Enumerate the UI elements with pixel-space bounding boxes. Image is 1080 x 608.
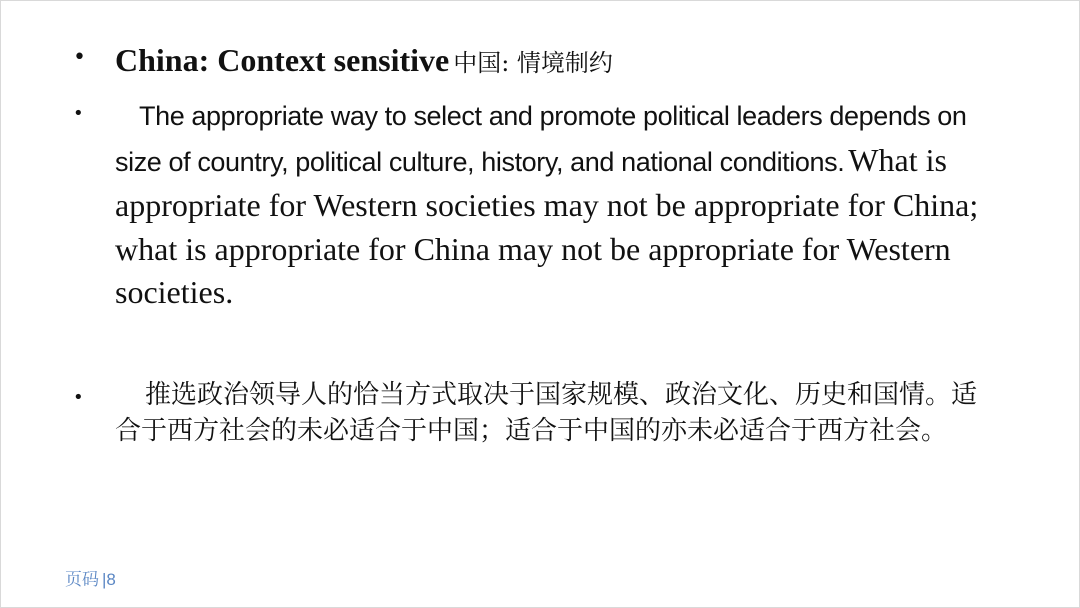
page-number-footer [65, 569, 116, 591]
paragraph-sans-part: The appropriate way to select and promote political leaders depends on size of country, political culture, history, and national conditions. [115, 101, 967, 177]
title-english: China: Context sensitive [115, 42, 450, 78]
bullet-icon: • [73, 103, 84, 124]
english-paragraph [115, 95, 985, 315]
page-label: 页码 [65, 570, 99, 590]
chinese-paragraph-text: 推选政治领导人的恰当方式取决于国家规模、政治文化、历史和国情。适合于西方社会的未必适合于中国；适合于中国的亦未必适合于西方社会。 [115, 380, 978, 446]
page-number: 8 [106, 570, 116, 589]
page-separator: | [102, 570, 107, 589]
bullet-title [115, 39, 985, 84]
bullet-icon: • [73, 387, 84, 408]
bullet-icon: • [73, 45, 86, 70]
chinese-paragraph [115, 377, 985, 449]
paragraph-serif-part: What is appropriate for Western societies may not be appropriate for China; what is appropriate for China may not be appropriate for Western societies. [115, 141, 979, 310]
title-chinese: 中国: 情境制约 [453, 49, 613, 77]
